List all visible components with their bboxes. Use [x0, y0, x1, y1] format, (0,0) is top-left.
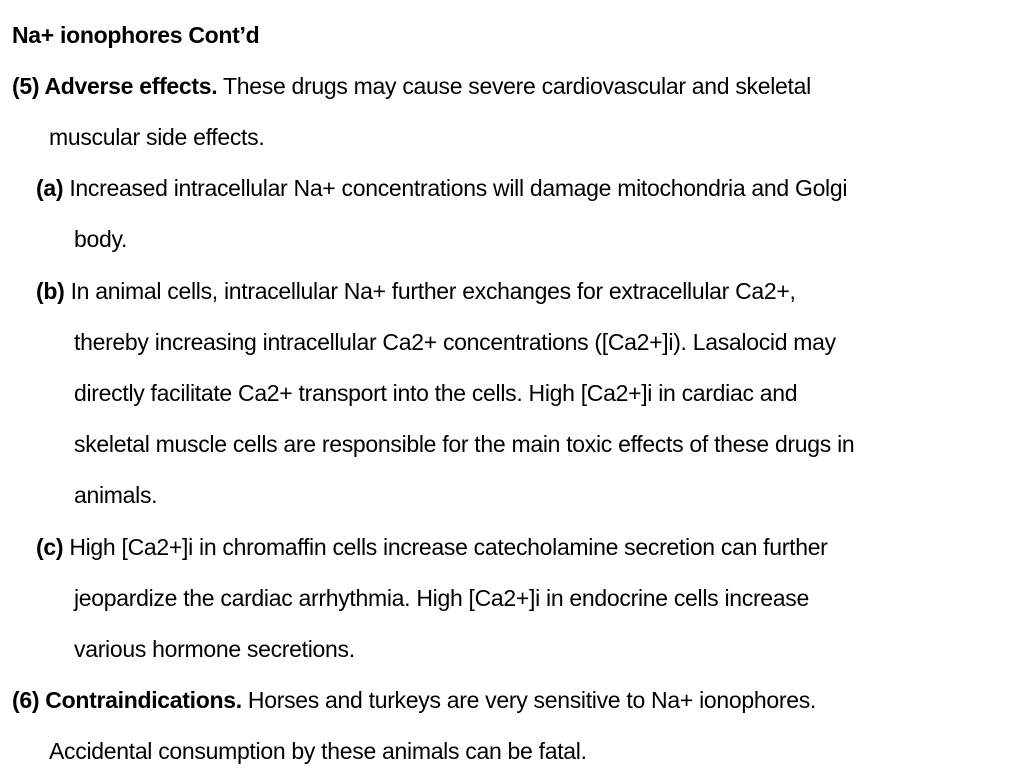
item-c-text-1: High [Ca2+]i in chromaffin cells increase catecholamine secretion can further — [69, 534, 828, 560]
item-b-text-1: In animal cells, intracellular Na+ further exchanges for extracellular Ca2+, — [70, 278, 796, 304]
section-6-line-1 — [12, 689, 816, 712]
item-a-line-1 — [36, 177, 847, 200]
section-5-text-1: These drugs may cause severe cardiovascular and skeletal — [223, 73, 811, 99]
item-b-line-5: animals. — [74, 482, 158, 508]
section-6-line-2: Accidental consumption by these animals can be fatal. — [49, 738, 587, 764]
section-6-text-1: Horses and turkeys are very sensitive to Na+ ionophores. — [247, 687, 816, 713]
section-5-label: (5) Adverse effects. — [12, 73, 218, 99]
item-b-label: (b) — [36, 278, 65, 304]
item-c-label: (c) — [36, 534, 64, 560]
item-a-line-2: body. — [74, 226, 128, 252]
item-b-line-3: directly facilitate Ca2+ transport into the cells. High [Ca2+]i in cardiac and — [74, 380, 798, 406]
section-5-line-2: muscular side effects. — [49, 124, 265, 150]
item-c-line-2: jeopardize the cardiac arrhythmia. High [Ca2+]i in endocrine cells increase — [74, 585, 809, 611]
section-5-line-1 — [12, 75, 811, 98]
section-6-label: (6) Contraindications. — [12, 687, 242, 713]
item-b-line-4: skeletal muscle cells are responsible for the main toxic effects of these drugs in — [74, 431, 855, 457]
slide-title: Na+ ionophores Cont’d — [12, 22, 260, 48]
item-b-line-1 — [36, 280, 796, 303]
item-b-line-2: thereby increasing intracellular Ca2+ concentrations ([Ca2+]i). Lasalocid may — [74, 329, 836, 355]
item-c-line-3: various hormone secretions. — [74, 636, 355, 662]
item-a-text-1: Increased intracellular Na+ concentrations will damage mitochondria and Golgi — [69, 175, 848, 201]
item-a-label: (a) — [36, 175, 64, 201]
item-c-line-1 — [36, 536, 828, 559]
